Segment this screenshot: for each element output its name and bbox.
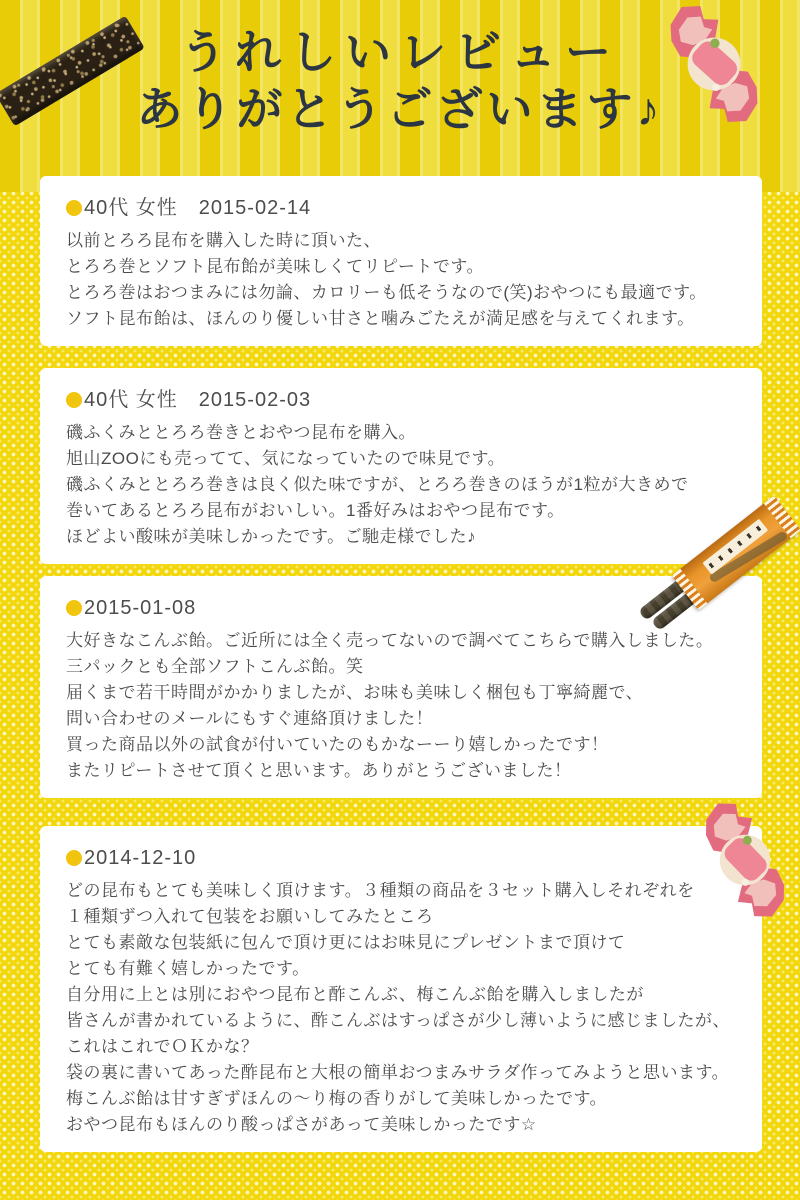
review-line: ソフト昆布飴は、ほんのり優しい甘さと噛みごたえが満足感を与えてくれます。 <box>66 309 695 328</box>
review-line: 磯ふくみととろろ巻きとおやつ昆布を購入。 <box>66 423 416 442</box>
review-line: またリピートさせて頂くと思います。ありがとうございました！ <box>66 761 572 780</box>
review-line: とろろ巻はおつまみには勿論、カロリーも低そうなので(笑)おやつにも最適です。 <box>66 283 707 302</box>
review-line: ほどよい酸味が美味しかったです。ご馳走様でした♪ <box>66 527 477 546</box>
review-body <box>66 228 736 332</box>
review-line: 大好きなこんぶ飴。ご近所には全く売ってないので調べてこちらで購入しました。 <box>66 631 714 650</box>
review-meta: 40代 女性 2015-02-14 <box>84 197 312 219</box>
bullet-icon <box>66 600 82 616</box>
review-line: 皆さんが書かれているように、酢こんぶはすっぱさが少し薄いように感じましたが、 <box>66 1011 730 1030</box>
review-meta: 40代 女性 2015-02-03 <box>84 389 312 411</box>
review-meta-row <box>66 388 736 412</box>
review-meta: 2015-01-08 <box>84 597 197 619</box>
review-line: 三パックとも全部ソフトこんぶ飴。笑 <box>66 657 364 676</box>
review-line: とても有難く嬉しかったです。 <box>66 959 310 978</box>
review-line: 届くまで若干時間がかかりましたが、お味も美味しく梱包も丁寧綺麗で、 <box>66 683 644 702</box>
review-line: 旭山ZOOにも売ってて、気になっていたので味見です。 <box>66 449 506 468</box>
review-line: 磯ふくみととろろ巻きは良く似た味ですが、とろろ巻きのほうが1粒が大きめで <box>66 475 689 494</box>
review-line: どの昆布もとても美味しく頂けます。３種類の商品を３セット購入しそれぞれを <box>66 881 695 900</box>
bullet-icon <box>66 200 82 216</box>
review-meta-row <box>66 846 736 870</box>
review-meta: 2014-12-10 <box>84 847 197 869</box>
review-line: とろろ巻とソフト昆布飴が美味しくてリピートです。 <box>66 257 484 276</box>
review-line: 買った商品以外の試食が付いていたのもかなーーり嬉しかったです！ <box>66 735 609 754</box>
review-card <box>40 176 762 346</box>
review-body <box>66 878 736 1138</box>
review-line: 自分用に上とは別におやつ昆布と酢こんぶ、梅こんぶ飴を購入しましたが <box>66 985 644 1004</box>
review-line: 袋の裏に書いてあった酢昆布と大根の簡単おつまみサラダ作ってみようと思います。 <box>66 1063 730 1082</box>
page-title-line1: うれしいレビュー <box>180 27 620 78</box>
review-meta-row <box>66 196 736 220</box>
review-line: とても素敵な包装紙に包んで頂け更にはお味見にプレゼントまで頂けて <box>66 933 626 952</box>
kombu-snack-package-image <box>622 492 798 660</box>
bullet-icon <box>66 850 82 866</box>
review-line: これはこれでＯＫかな？ <box>66 1037 259 1056</box>
orange-package <box>672 496 800 611</box>
review-line: １種類ずつ入れて包装をお願いしてみたところ <box>66 907 434 926</box>
review-line: 梅こんぶ飴は甘すぎずほんの～り梅の香りがして美味しかったです。 <box>66 1089 608 1108</box>
reviews-list <box>40 176 762 1152</box>
page-title-line2: ありがとうございます♪ <box>136 84 664 135</box>
bullet-icon <box>66 392 82 408</box>
review-line: 問い合わせのメールにもすぐ連絡頂けました！ <box>66 709 434 728</box>
review-line: 巻いてあるとろろ昆布がおいしい。1番好みはおやつ昆布です。 <box>66 501 565 520</box>
review-line: 以前とろろ昆布を購入した時に頂いた、 <box>66 231 381 250</box>
review-card <box>40 826 762 1152</box>
review-line: おやつ昆布もほんのり酸っぱさがあって美味しかったです☆ <box>66 1115 537 1134</box>
